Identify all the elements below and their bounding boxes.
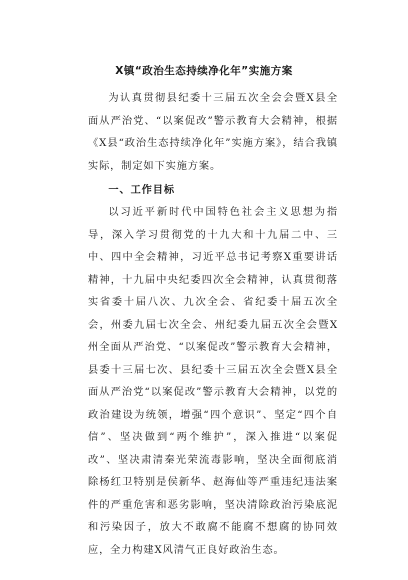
intro-paragraph: 为认真贯彻县纪委十三届五次全会会暨X县全面从严治党、“以案促改”警示教育大会精神，根据《X县“政治生态持续净化年”实施方案》，结合我镇实际，制定如下实施方案。 — [88, 93, 338, 172]
section-paragraph: 以习近平新时代中国特色社会主义思想为指导，深入学习贯彻党的十九大和十九届二中、三中、四中全会精神，习近平总书记考察X重要讲话精神，十九届中央纪委四次全会精神，认真贯彻落实省委十届八次、九次全会、省纪委十届五次全会，州委九届七次全会、州纪委九届五次全会暨X州全面从严治党、“以案促改”警示教育大会精神，县委十三届七次、县纪委十三届五次全会暨X县全面从严治党“以案促改”警示教育大会精神，以党的政治建设为统领，增强“四个意识”、坚定“四个自信”、坚决做到“两个维护”，深入推进“以案促改”、坚决肃清秦光荣流毒影响，坚决全面彻底消除杨红卫特别是侯新华、赵海仙等严重违纪违法案件的严重危害和恶劣影响，坚决清除政治污染底泥和污染因子，放大不敢腐不能腐不想腐的协同效应，全力构建X风清气正良好政治生态。 — [88, 207, 338, 556]
section-heading: 一、工作目标 — [108, 185, 175, 196]
document-title: X镇“政治生态持续净化年”实施方案 — [115, 65, 293, 77]
